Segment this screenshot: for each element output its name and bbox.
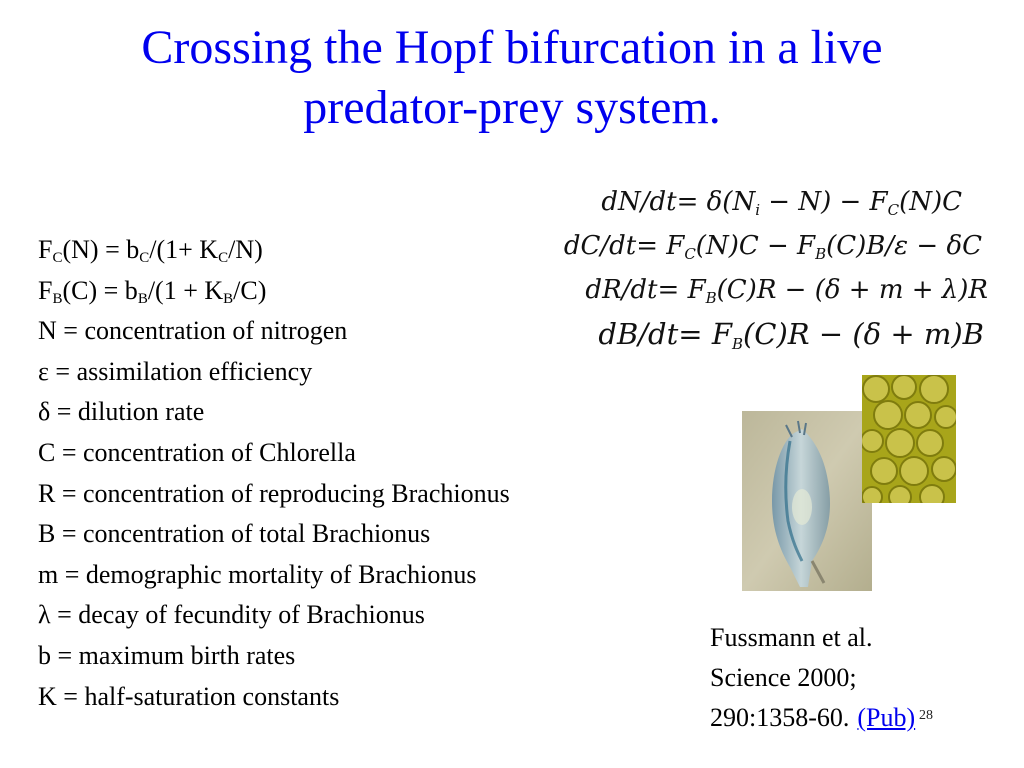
definition-list xyxy=(38,230,678,717)
slide-title xyxy=(0,18,1024,138)
definition-chlorella: C = concentration of Chlorella xyxy=(38,437,356,467)
citation-authors: Fussmann et al. xyxy=(710,623,873,652)
citation-volume: 290:1358-60. xyxy=(710,703,850,732)
equation-reproducing: $dR/dt= F_B(C)R - (\delta + m + \lambda)R$ xyxy=(585,275,988,307)
equation-total: $dB/dt= F_B(C)R - (\delta + m)B$ xyxy=(598,317,984,353)
definition-epsilon: ε = assimilation efficiency xyxy=(38,356,313,386)
title-line-1: Crossing the Hopf bifurcation in a live xyxy=(141,21,883,74)
citation-volume-line xyxy=(710,698,915,738)
definition-fb: $F_B(C) = b_B/(1 + K_B/C)$ xyxy=(38,275,267,307)
definition-half-saturation: K = half-saturation constants xyxy=(38,681,340,711)
pub-link[interactable]: (Pub) xyxy=(857,703,916,732)
definition-total: B = concentration of total Brachionus xyxy=(38,519,431,549)
definition-delta: δ = dilution rate xyxy=(38,397,205,427)
definition-lambda: λ = decay of fecundity of Brachionus xyxy=(38,600,425,630)
chlorella-algae-image xyxy=(862,375,956,503)
definition-birth-rate: b = maximum birth rates xyxy=(38,640,296,670)
definition-mortality: m = demographic mortality of Brachionus xyxy=(38,559,477,589)
brachionus-rotifer-image xyxy=(742,411,872,591)
equation-nitrogen: $dN/dt= \delta(N_i - N) - F_C(N)C$ xyxy=(601,187,962,219)
page-number: 28 xyxy=(919,708,933,723)
definition-nitrogen: N = concentration of nitrogen xyxy=(38,316,348,346)
citation-journal: Science 2000; xyxy=(710,663,857,692)
equation-chlorella: $dC/dt= F_C(N)C - F_B(C)B/\varepsilon - \delta C$ xyxy=(563,231,982,263)
citation xyxy=(710,618,915,738)
definition-reproducing: R = concentration of reproducing Brachionus xyxy=(38,478,510,508)
title-line-2: predator-prey system. xyxy=(303,81,721,134)
definition-fc: $F_C(N) = b_C/(1+ K_C/N)$ xyxy=(38,235,263,266)
